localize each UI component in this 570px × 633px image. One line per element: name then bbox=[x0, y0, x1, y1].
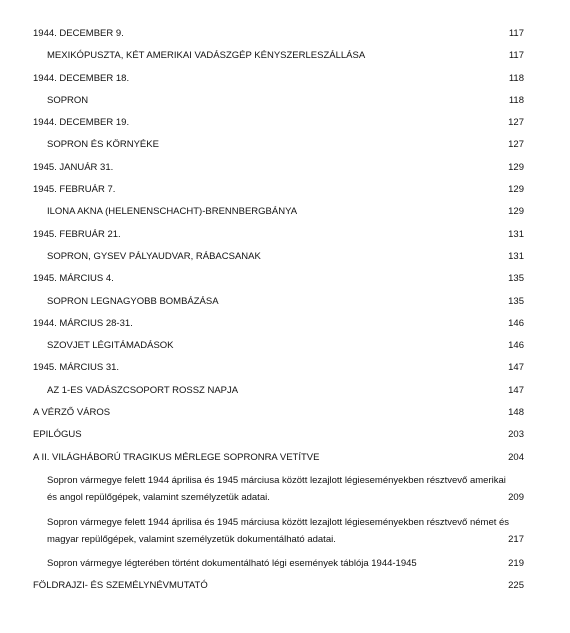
toc-entry-title: SZOVJET LÉGITÁMADÁSOK bbox=[47, 340, 174, 352]
toc-entry-title: MEXIKÓPUSZTA, KÉT AMERIKAI VADÁSZGÉP KÉNYSZERLESZÁLLÁSA bbox=[47, 50, 366, 62]
toc-entry-page-number: 135 bbox=[508, 273, 524, 285]
toc-entry[interactable] bbox=[0, 424, 570, 446]
toc-entry[interactable] bbox=[0, 112, 570, 134]
toc-entry-title: 1945. MÁRCIUS 31. bbox=[33, 362, 120, 374]
toc-entry[interactable] bbox=[0, 68, 570, 90]
toc-entry-title: AZ 1-ES VADÁSZCSOPORT ROSSZ NAPJA bbox=[47, 384, 239, 396]
toc-entry-title: SOPRON bbox=[47, 94, 89, 106]
toc-entry-page-number: 131 bbox=[508, 228, 524, 240]
toc-entry-page-number: 217 bbox=[508, 533, 524, 545]
toc-entry-page-number: 147 bbox=[508, 384, 524, 396]
toc-entry-page-number: 129 bbox=[508, 184, 524, 196]
toc-entry[interactable] bbox=[0, 553, 570, 575]
toc-entry-page-number: 209 bbox=[508, 491, 524, 503]
toc-entry-page-number: 204 bbox=[508, 451, 524, 463]
toc-entry-title: FÖLDRAJZI- ÉS SZEMÉLYNÉVMUTATÓ bbox=[33, 580, 208, 592]
toc-entry[interactable] bbox=[0, 447, 570, 469]
toc-entry[interactable] bbox=[0, 134, 570, 156]
toc-entry[interactable] bbox=[0, 246, 570, 268]
toc-entry-title: A VÉRZŐ VÁROS bbox=[33, 407, 111, 419]
toc-entry[interactable] bbox=[0, 575, 570, 597]
toc-entry[interactable] bbox=[0, 469, 570, 511]
toc-entry[interactable] bbox=[0, 179, 570, 201]
toc-entry[interactable] bbox=[0, 157, 570, 179]
toc-entry-page-number: 117 bbox=[508, 28, 524, 39]
toc-entry-title: 1945. FEBRUÁR 21. bbox=[33, 228, 121, 240]
toc-entry-title: A II. VILÁGHÁBORÚ TRAGIKUS MÉRLEGE SOPRONRA VETÍTVE bbox=[33, 451, 320, 463]
toc-entry[interactable] bbox=[0, 201, 570, 223]
toc-entry[interactable] bbox=[0, 45, 570, 67]
toc-entry[interactable] bbox=[0, 291, 570, 313]
toc-entry-title: EPILÓGUS bbox=[33, 429, 82, 441]
toc-entry-title: ILONA AKNA (HELENENSCHACHT)-BRENNBERGBÁNYA bbox=[47, 206, 298, 218]
toc-entry-page-number: 131 bbox=[508, 250, 524, 262]
toc-entry-title: Sopron vármegye felett 1944 áprilisa és 1945 márciusa között lezajlott légieseményekben résztvevő amerikai és angol repülőgépek, valamint személyzetük adatai. bbox=[47, 474, 506, 504]
toc-entry[interactable] bbox=[0, 357, 570, 379]
toc-entry-title: 1944. DECEMBER 9. bbox=[33, 28, 124, 39]
toc-entry-page-number: 127 bbox=[508, 139, 524, 151]
toc-entry-title: SOPRON LEGNAGYOBB BOMBÁZÁSA bbox=[47, 295, 219, 307]
toc-entry[interactable] bbox=[0, 511, 570, 553]
toc-entry-page-number: 148 bbox=[508, 407, 524, 419]
toc-entry[interactable] bbox=[0, 313, 570, 335]
toc-entry-page-number: 127 bbox=[508, 117, 524, 129]
toc-entry-title: 1944. DECEMBER 19. bbox=[33, 117, 130, 129]
toc-entry[interactable] bbox=[0, 402, 570, 424]
toc-entry-title: 1945. JANUÁR 31. bbox=[33, 161, 114, 173]
toc-entry-page-number: 118 bbox=[508, 94, 524, 106]
toc-entry-page-number: 219 bbox=[508, 557, 524, 569]
toc-entry-page-number: 147 bbox=[508, 362, 524, 374]
toc-entry-page-number: 117 bbox=[508, 50, 524, 62]
toc-entry-page-number: 118 bbox=[508, 72, 524, 84]
toc-entry[interactable] bbox=[0, 90, 570, 112]
toc-entry-title: SOPRON, GYSEV PÁLYAUDVAR, RÁBACSANAK bbox=[47, 250, 261, 262]
toc-entry-page-number: 146 bbox=[508, 317, 524, 329]
toc-entry-title: SOPRON ÉS KÖRNYÉKE bbox=[47, 139, 159, 151]
toc-entry-page-number: 146 bbox=[508, 340, 524, 352]
toc-entry-title: 1944. MÁRCIUS 28-31. bbox=[33, 317, 133, 329]
toc-entry[interactable] bbox=[0, 380, 570, 402]
toc-entry-title: Sopron vármegye felett 1944 áprilisa és 1945 márciusa között lezajlott légieseményekben résztvevő német és magyar repülőgépek, valamint személyzetük dokumentálható adatai. bbox=[47, 516, 510, 546]
toc-entry-title: Sopron vármegye légterében történt dokumentálható légi események táblója 1944-1945 bbox=[47, 557, 417, 569]
toc-entry[interactable] bbox=[0, 23, 570, 45]
toc-entry[interactable] bbox=[0, 335, 570, 357]
toc-entry-page-number: 129 bbox=[508, 161, 524, 173]
toc-entry-page-number: 225 bbox=[508, 580, 524, 592]
toc-entry-title: 1945. FEBRUÁR 7. bbox=[33, 184, 116, 196]
toc-entry[interactable] bbox=[0, 268, 570, 290]
toc-entry-title: 1944. DECEMBER 18. bbox=[33, 72, 130, 84]
toc-entry[interactable] bbox=[0, 224, 570, 246]
toc-entry-title: 1945. MÁRCIUS 4. bbox=[33, 273, 114, 285]
table-of-contents bbox=[0, 23, 570, 598]
toc-entry-page-number: 129 bbox=[508, 206, 524, 218]
toc-entry-page-number: 135 bbox=[508, 295, 524, 307]
toc-entry-page-number: 203 bbox=[508, 429, 524, 441]
